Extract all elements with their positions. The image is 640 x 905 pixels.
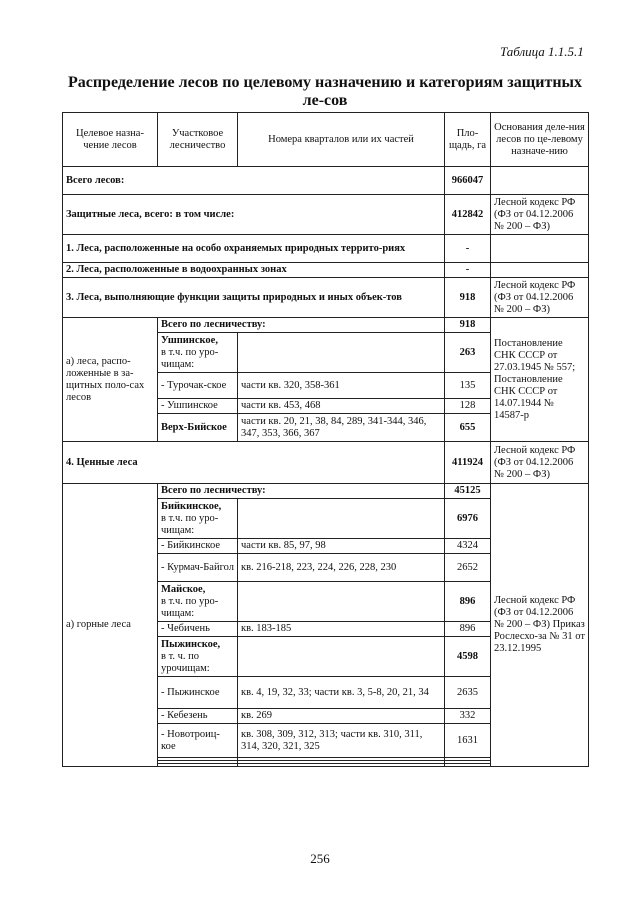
- keb-quarters: кв. 269: [238, 709, 445, 724]
- cat3-basis: Лесной кодекс РФ (ФЗ от 04.12.2006 № 200 – ФЗ): [491, 278, 589, 318]
- ushp-district: Ушпинское, в т.ч. по уро-чищам:: [158, 333, 238, 373]
- ushp2-quarters: части кв. 453, 468: [238, 399, 445, 414]
- biyk2-area: 4324: [445, 539, 491, 554]
- forest-table: [62, 112, 589, 767]
- kurm-area: 2652: [445, 554, 491, 582]
- page-title: Распределение лесов по целевому назначению и категориям защитных ле-сов: [67, 74, 583, 109]
- novo-quarters: кв. 308, 309, 312, 313; части кв. 310, 311, 314, 320, 321, 325: [238, 724, 445, 758]
- strips-label: а) леса, распо-ложенные в за-щитных поло-сах лесов: [63, 318, 158, 442]
- turoch-label: - Турочак-ское: [158, 373, 238, 399]
- protective-basis: Лесной кодекс РФ (ФЗ от 04.12.2006 № 200 – ФЗ): [491, 195, 589, 235]
- protective-label: Защитные леса, всего: в том числе:: [63, 195, 445, 235]
- pyzh2-label: - Пыжинское: [158, 677, 238, 709]
- header-area: Пло-щадь, га: [445, 113, 491, 167]
- keb-label: - Кебезень: [158, 709, 238, 724]
- pyzh-area: 4598: [445, 637, 491, 677]
- table-row: [63, 235, 589, 263]
- mount-total-area: 45125: [445, 484, 491, 499]
- mount-basis: Лесной кодекс РФ (ФЗ от 04.12.2006 № 200 – ФЗ) Приказ Рослесхо-за № 31 от 23.12.1995: [491, 484, 589, 767]
- mays-area: 896: [445, 582, 491, 622]
- table-row: [63, 442, 589, 484]
- total-area: 966047: [445, 167, 491, 195]
- turoch-area: 135: [445, 373, 491, 399]
- ushp2-area: 128: [445, 399, 491, 414]
- biyk-district: Бийкинское, в т.ч. по уро-чищам:: [158, 499, 238, 539]
- biyk2-label: - Бийкинское: [158, 539, 238, 554]
- cheb-area: 896: [445, 622, 491, 637]
- ushp2-label: - Ушпинское: [158, 399, 238, 414]
- cat2-label: 2. Леса, расположенные в водоохранных зонах: [63, 263, 445, 278]
- table-caption: Таблица 1.1.5.1: [500, 44, 584, 59]
- pyzh2-area: 2635: [445, 677, 491, 709]
- verkh-label: Верх-Бийское: [158, 414, 238, 442]
- strips-basis: Постановление СНК СССР от 27.03.1945 № 557; Постановление СНК СССР от 14.07.1944 № 14587-р: [491, 318, 589, 442]
- page-number: 256: [310, 851, 330, 866]
- cat1-area: -: [445, 235, 491, 263]
- verkh-area: 655: [445, 414, 491, 442]
- header-quarters: Номера кварталов или их частей: [238, 113, 445, 167]
- ushp-area: 263: [445, 333, 491, 373]
- verkh-quarters: части кв. 20, 21, 38, 84, 289, 341-344, 346, 347, 353, 366, 367: [238, 414, 445, 442]
- keb-area: 332: [445, 709, 491, 724]
- mays-district: Майское, в т.ч. по уро-чищам:: [158, 582, 238, 622]
- table-row: [63, 167, 589, 195]
- cheb-label: - Чебичень: [158, 622, 238, 637]
- strips-total-label: Всего по лесничеству:: [158, 318, 445, 333]
- cat3-area: 918: [445, 278, 491, 318]
- pyzh2-quarters: кв. 4, 19, 32, 33; части кв. 3, 5-8, 20, 21, 34: [238, 677, 445, 709]
- strips-total-area: 918: [445, 318, 491, 333]
- header-purpose: Целевое назна-чение лесов: [63, 113, 158, 167]
- novo-label: - Новотроиц-кое: [158, 724, 238, 758]
- cat4-basis: Лесной кодекс РФ (ФЗ от 04.12.2006 № 200 – ФЗ): [491, 442, 589, 484]
- cat4-area: 411924: [445, 442, 491, 484]
- header-basis: Основания деле-ния лесов по це-левому назначе-нию: [491, 113, 589, 167]
- cheb-quarters: кв. 183-185: [238, 622, 445, 637]
- table-row: [63, 318, 589, 333]
- kurm-label: - Курмач-Байгол: [158, 554, 238, 582]
- biyk-area: 6976: [445, 499, 491, 539]
- table-header-row: [63, 113, 589, 167]
- novo-area: 1631: [445, 724, 491, 758]
- total-label: Всего лесов:: [63, 167, 445, 195]
- biyk2-quarters: части кв. 85, 97, 98: [238, 539, 445, 554]
- mount-label: а) горные леса: [63, 484, 158, 767]
- cat4-label: 4. Ценные леса: [63, 442, 445, 484]
- protective-area: 412842: [445, 195, 491, 235]
- header-district: Участковое лесничество: [158, 113, 238, 167]
- cat3-label: 3. Леса, выполняющие функции защиты природных и иных объек-тов: [63, 278, 445, 318]
- table-row: [63, 484, 589, 499]
- pyzh-district: Пыжинское, в т. ч. по урочищам:: [158, 637, 238, 677]
- turoch-quarters: части кв. 320, 358-361: [238, 373, 445, 399]
- cat1-label: 1. Леса, расположенные на особо охраняемых природных террито-риях: [63, 235, 445, 263]
- cat2-area: -: [445, 263, 491, 278]
- table-row: [63, 263, 589, 278]
- table-row: [63, 278, 589, 318]
- mount-total-label: Всего по лесничеству:: [158, 484, 445, 499]
- table-row: [63, 195, 589, 235]
- kurm-quarters: кв. 216-218, 223, 224, 226, 228, 230: [238, 554, 445, 582]
